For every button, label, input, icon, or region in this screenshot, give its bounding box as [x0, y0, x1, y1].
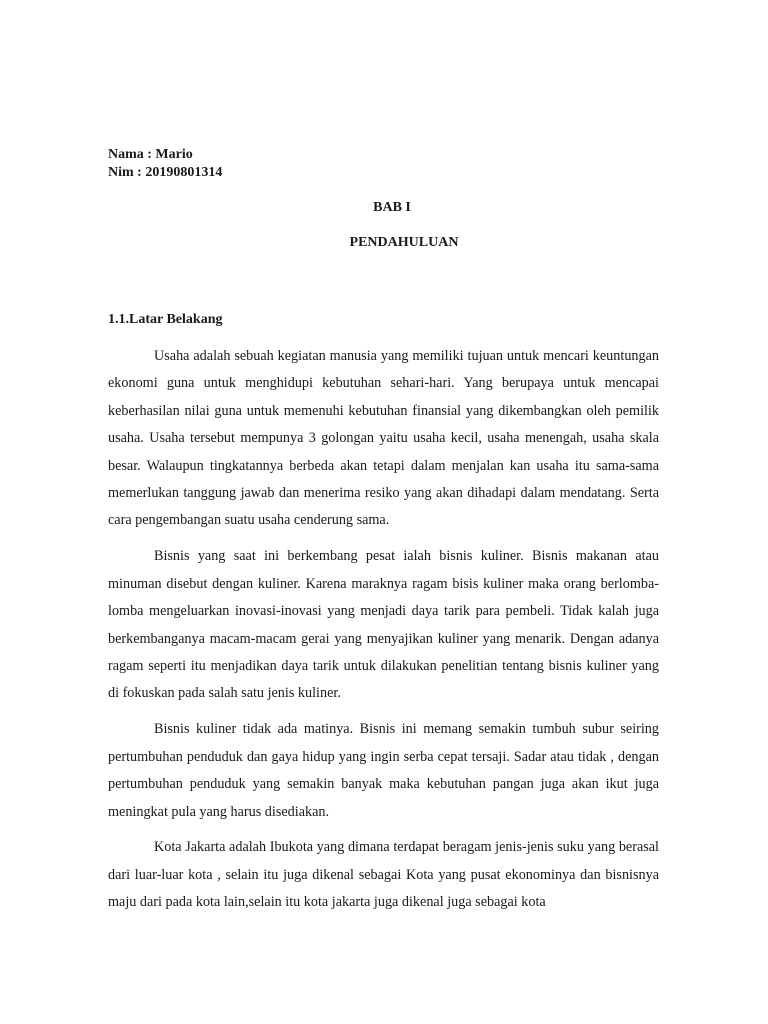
student-nim: Nim : 20190801314 — [108, 165, 223, 180]
paragraph: Usaha adalah sebuah kegiatan manusia yang memiliki tujuan untuk mencari keuntungan ekonomi guna untuk menghidupi kebutuhan sehari-hari. Yang berupaya untuk mencapai keberhasilan nilai guna untuk memenuhi kebutuhan finansial yang dikembangkan oleh pemilik usaha. Usaha tersebut mempunya 3 golongan yaitu usaha kecil, usaha menengah, usaha skala besar. Walaupun tingkatannya berbeda akan tetapi dalam menjalan kan usaha itu sama-sama memerlukan tanggung jawab dan menerima resiko yang akan dihadapi dalam mendatang. Serta cara pengembangan suatu usaha cenderung sama. — [108, 348, 659, 529]
section-heading: 1.1.Latar Belakang — [108, 312, 223, 327]
paragraph: Kota Jakarta adalah Ibukota yang dimana terdapat beragam jenis-jenis suku yang berasal dari luar-luar kota , selain itu juga dikenal sebagai Kota yang pusat ekonominya dan bisnisnya maju dari pada kota lain,selain itu kota jakarta juga dikenal juga sebagai kota — [108, 839, 659, 911]
paragraph: Bisnis yang saat ini berkembang pesat ialah bisnis kuliner. Bisnis makanan atau minuman disebut dengan kuliner. Karena maraknya ragam bisis kuliner maka orang berlomba-lomba mengeluarkan inovasi-inovasi yang menjadi daya tarik para pembeli. Tidak kalah juga berkembanganya macam-macam gerai yang menyajikan kuliner yang menarik. Dengan adanya ragam seperti itu menjadikan daya tarik untuk dilakukan penelitian tentang bisnis kuliner yang di fokuskan pada salah satu jenis kuliner. — [108, 548, 659, 702]
paragraph: Bisnis kuliner tidak ada matinya. Bisnis ini memang semakin tumbuh subur seiring pertumbuhan penduduk dan gaya hidup yang ingin serba cepat tersaji. Sadar atau tidak , dengan pertumbuhan penduduk yang semakin banyak maka kebutuhan pangan juga akan ikut juga meningkat pula yang harus disediakan. — [108, 721, 659, 820]
body-text — [108, 343, 659, 925]
student-info — [108, 146, 222, 182]
chapter-number: BAB I — [373, 200, 411, 215]
student-name: Nama : Mario — [108, 147, 193, 162]
chapter-title: PENDAHULUAN — [349, 235, 459, 250]
